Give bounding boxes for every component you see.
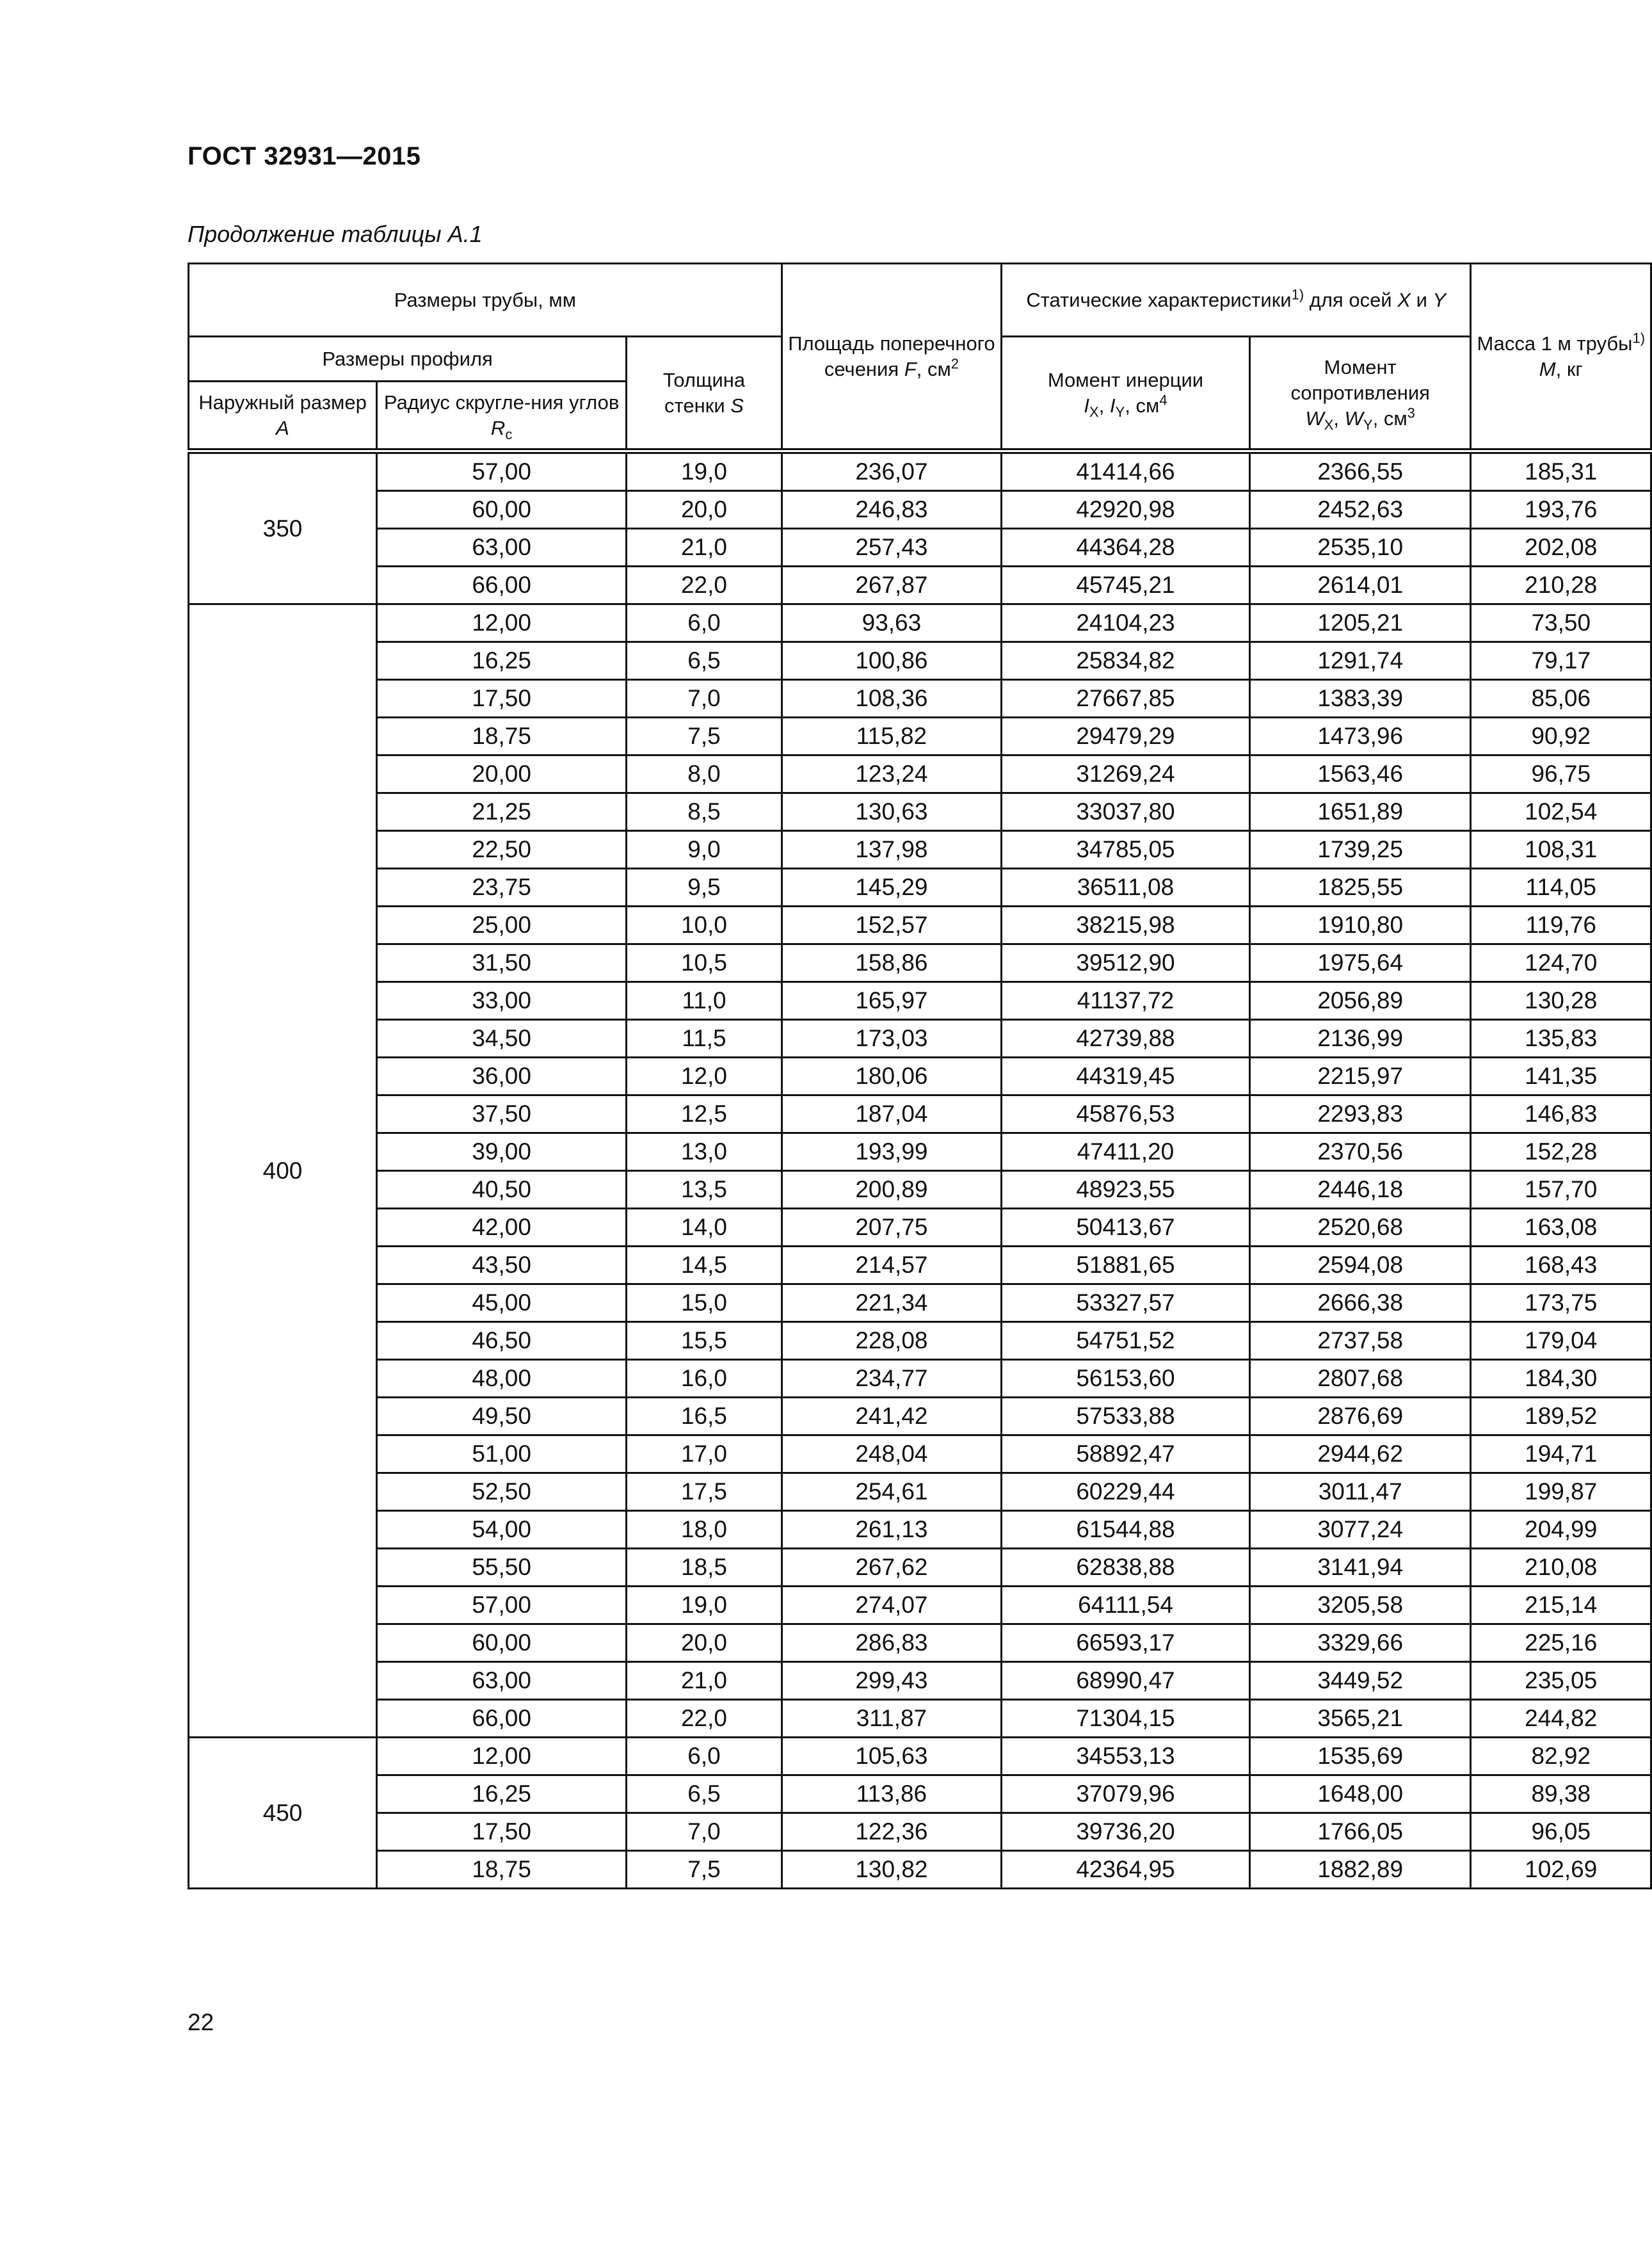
corner-radius-cell: 52,50 [377,1473,627,1511]
wall-thickness-cell: 8,5 [627,793,782,831]
area-cell: 113,86 [782,1775,1001,1813]
section-modulus-cell: 3205,58 [1249,1587,1471,1624]
inertia-cell: 27667,85 [1002,680,1250,718]
area-cell: 152,57 [782,907,1001,944]
mass-cell: 96,05 [1471,1813,1651,1851]
wall-thickness-cell: 19,0 [627,1587,782,1624]
wall-thickness-cell: 9,0 [627,831,782,869]
section-modulus-cell: 2535,10 [1249,529,1471,567]
header-profile-sizes: Размеры профиля [189,337,627,382]
area-cell: 105,63 [782,1738,1001,1775]
section-modulus-cell: 2452,63 [1249,491,1471,529]
section-modulus-cell: 1383,39 [1249,680,1471,718]
table-row [189,1851,1651,1889]
inertia-cell: 62838,88 [1002,1549,1250,1587]
table-row [189,1549,1651,1587]
inertia-cell: 25834,82 [1002,642,1250,680]
inertia-cell: 66593,17 [1002,1624,1250,1662]
mass-cell: 130,28 [1471,982,1651,1020]
area-cell: 267,62 [782,1549,1001,1587]
corner-radius-cell: 49,50 [377,1398,627,1435]
corner-radius-cell: 36,00 [377,1058,627,1095]
corner-radius-cell: 40,50 [377,1171,627,1209]
section-modulus-cell: 2056,89 [1249,982,1471,1020]
area-cell: 228,08 [782,1322,1001,1360]
section-modulus-cell: 1825,55 [1249,869,1471,907]
table-row [189,1095,1651,1133]
table-row [189,1133,1651,1171]
corner-radius-cell: 57,00 [377,1587,627,1624]
wall-thickness-cell: 16,0 [627,1360,782,1398]
table-row [189,982,1651,1020]
table-row [189,793,1651,831]
corner-radius-cell: 33,00 [377,982,627,1020]
area-cell: 108,36 [782,680,1001,718]
table-row [189,869,1651,907]
inertia-cell: 39512,90 [1002,944,1250,982]
area-cell: 193,99 [782,1133,1001,1171]
section-modulus-cell: 2944,62 [1249,1435,1471,1473]
mass-cell: 215,14 [1471,1587,1651,1624]
corner-radius-cell: 25,00 [377,907,627,944]
wall-thickness-cell: 10,0 [627,907,782,944]
wall-thickness-cell: 20,0 [627,1624,782,1662]
wall-thickness-cell: 7,0 [627,680,782,718]
wall-thickness-cell: 6,0 [627,604,782,642]
wall-thickness-cell: 13,5 [627,1171,782,1209]
table-row [189,1284,1651,1322]
section-modulus-cell: 2136,99 [1249,1020,1471,1058]
area-cell: 200,89 [782,1171,1001,1209]
header-corner-radius: Радиус скругле-ния углов $R_c$ [377,382,627,451]
mass-cell: 135,83 [1471,1020,1651,1058]
mass-cell: 141,35 [1471,1058,1651,1095]
section-modulus-cell: 3449,52 [1249,1662,1471,1700]
wall-thickness-cell: 21,0 [627,1662,782,1700]
table-row [189,831,1651,869]
section-modulus-cell: 3141,94 [1249,1549,1471,1587]
inertia-cell: 39736,20 [1002,1813,1250,1851]
inertia-cell: 42364,95 [1002,1851,1250,1889]
mass-cell: 244,82 [1471,1700,1651,1738]
section-modulus-cell: 2520,68 [1249,1209,1471,1247]
table-caption: Продолжение таблицы А.1 [188,221,483,247]
section-modulus-cell: 1291,74 [1249,642,1471,680]
inertia-cell: 58892,47 [1002,1435,1250,1473]
header-outer-size: Наружный размер A [189,382,377,451]
inertia-cell: 29479,29 [1002,718,1250,755]
area-cell: 93,63 [782,604,1001,642]
area-cell: 236,07 [782,451,1001,491]
section-modulus-cell: 3077,24 [1249,1511,1471,1549]
area-cell: 115,82 [782,718,1001,755]
table-row [189,1473,1651,1511]
table-row [189,1587,1651,1624]
section-modulus-cell: 1651,89 [1249,793,1471,831]
inertia-cell: 42920,98 [1002,491,1250,529]
inertia-cell: 34785,05 [1002,831,1250,869]
section-modulus-cell: 2614,01 [1249,567,1471,604]
section-modulus-cell: 2370,56 [1249,1133,1471,1171]
inertia-cell: 41414,66 [1002,451,1250,491]
section-modulus-cell: 1739,25 [1249,831,1471,869]
section-modulus-cell: 1205,21 [1249,604,1471,642]
table-row [189,1020,1651,1058]
area-cell: 187,04 [782,1095,1001,1133]
table-row [189,451,1651,491]
inertia-cell: 47411,20 [1002,1133,1250,1171]
header-wall-thickness: Толщина стенки S [627,337,782,451]
table-row [189,907,1651,944]
wall-thickness-cell: 15,5 [627,1322,782,1360]
section-modulus-cell: 2293,83 [1249,1095,1471,1133]
mass-cell: 73,50 [1471,604,1651,642]
table-row [189,1360,1651,1398]
inertia-cell: 45745,21 [1002,567,1250,604]
area-cell: 246,83 [782,491,1001,529]
section-modulus-cell: 1535,69 [1249,1738,1471,1775]
corner-radius-cell: 37,50 [377,1095,627,1133]
area-cell: 274,07 [782,1587,1001,1624]
section-modulus-cell: 2594,08 [1249,1247,1471,1284]
mass-cell: 168,43 [1471,1247,1651,1284]
wall-thickness-cell: 7,5 [627,1851,782,1889]
mass-cell: 189,52 [1471,1398,1651,1435]
table-row [189,1435,1651,1473]
table-row [189,1813,1651,1851]
mass-cell: 152,28 [1471,1133,1651,1171]
mass-cell: 102,69 [1471,1851,1651,1889]
table-row [189,1058,1651,1095]
mass-cell: 235,05 [1471,1662,1651,1700]
table-row [189,1511,1651,1549]
wall-thickness-cell: 22,0 [627,1700,782,1738]
wall-thickness-cell: 7,5 [627,718,782,755]
table-row [189,529,1651,567]
corner-radius-cell: 57,00 [377,451,627,491]
corner-radius-cell: 21,25 [377,793,627,831]
wall-thickness-cell: 18,0 [627,1511,782,1549]
wall-thickness-cell: 17,0 [627,1435,782,1473]
corner-radius-cell: 18,75 [377,718,627,755]
section-modulus-cell: 2876,69 [1249,1398,1471,1435]
corner-radius-cell: 55,50 [377,1549,627,1587]
section-modulus-cell: 2446,18 [1249,1171,1471,1209]
area-cell: 214,57 [782,1247,1001,1284]
corner-radius-cell: 17,50 [377,1813,627,1851]
table-row [189,1247,1651,1284]
corner-radius-cell: 43,50 [377,1247,627,1284]
mass-cell: 82,92 [1471,1738,1651,1775]
header-section-modulus: Момент сопротивления $W_X$, $W_Y$, $см^3$ [1249,337,1471,451]
wall-thickness-cell: 22,0 [627,567,782,604]
wall-thickness-cell: 21,0 [627,529,782,567]
wall-thickness-cell: 14,5 [627,1247,782,1284]
area-cell: 123,24 [782,755,1001,793]
section-modulus-cell: 3011,47 [1249,1473,1471,1511]
mass-cell: 199,87 [1471,1473,1651,1511]
wall-thickness-cell: 6,5 [627,1775,782,1813]
outer-size-cell: 400 [189,604,377,1738]
wall-thickness-cell: 13,0 [627,1133,782,1171]
wall-thickness-cell: 6,5 [627,642,782,680]
section-modulus-cell: 1473,96 [1249,718,1471,755]
mass-cell: 173,75 [1471,1284,1651,1322]
mass-cell: 194,71 [1471,1435,1651,1473]
inertia-cell: 53327,57 [1002,1284,1250,1322]
inertia-cell: 36511,08 [1002,869,1250,907]
mass-cell: 85,06 [1471,680,1651,718]
mass-cell: 204,99 [1471,1511,1651,1549]
inertia-cell: 56153,60 [1002,1360,1250,1398]
corner-radius-cell: 48,00 [377,1360,627,1398]
inertia-cell: 37079,96 [1002,1775,1250,1813]
table-header [189,264,1651,451]
wall-thickness-cell: 9,5 [627,869,782,907]
mass-cell: 124,70 [1471,944,1651,982]
area-cell: 257,43 [782,529,1001,567]
area-cell: 145,29 [782,869,1001,907]
corner-radius-cell: 66,00 [377,567,627,604]
inertia-cell: 42739,88 [1002,1020,1250,1058]
area-cell: 130,82 [782,1851,1001,1889]
mass-cell: 185,31 [1471,451,1651,491]
corner-radius-cell: 54,00 [377,1511,627,1549]
corner-radius-cell: 63,00 [377,1662,627,1700]
table-row [189,680,1651,718]
table-row [189,491,1651,529]
mass-cell: 146,83 [1471,1095,1651,1133]
section-modulus-cell: 1648,00 [1249,1775,1471,1813]
area-cell: 158,86 [782,944,1001,982]
table-row [189,604,1651,642]
corner-radius-cell: 45,00 [377,1284,627,1322]
mass-cell: 184,30 [1471,1360,1651,1398]
area-cell: 254,61 [782,1473,1001,1511]
table-row [189,755,1651,793]
inertia-cell: 61544,88 [1002,1511,1250,1549]
wall-thickness-cell: 17,5 [627,1473,782,1511]
corner-radius-cell: 51,00 [377,1435,627,1473]
profile-pipe-table [188,263,1652,1889]
corner-radius-cell: 60,00 [377,491,627,529]
wall-thickness-cell: 18,5 [627,1549,782,1587]
table-row [189,1700,1651,1738]
wall-thickness-cell: 12,0 [627,1058,782,1095]
header-pipe-sizes: Размеры трубы, мм [189,264,782,337]
area-cell: 234,77 [782,1360,1001,1398]
section-modulus-cell: 1766,05 [1249,1813,1471,1851]
wall-thickness-cell: 11,0 [627,982,782,1020]
table-row [189,718,1651,755]
table-row [189,1775,1651,1813]
area-cell: 311,87 [782,1700,1001,1738]
wall-thickness-cell: 10,5 [627,944,782,982]
mass-cell: 193,76 [1471,491,1651,529]
mass-cell: 96,75 [1471,755,1651,793]
inertia-cell: 44364,28 [1002,529,1250,567]
inertia-cell: 48923,55 [1002,1171,1250,1209]
mass-cell: 114,05 [1471,869,1651,907]
section-modulus-cell: 1882,89 [1249,1851,1471,1889]
area-cell: 165,97 [782,982,1001,1020]
section-modulus-cell: 2666,38 [1249,1284,1471,1322]
inertia-cell: 51881,65 [1002,1247,1250,1284]
document-header: ГОСТ 32931—2015 [188,142,421,170]
wall-thickness-cell: 14,0 [627,1209,782,1247]
section-modulus-cell: 3329,66 [1249,1624,1471,1662]
inertia-cell: 38215,98 [1002,907,1250,944]
inertia-cell: 45876,53 [1002,1095,1250,1133]
area-cell: 130,63 [782,793,1001,831]
table-row [189,1398,1651,1435]
area-cell: 207,75 [782,1209,1001,1247]
mass-cell: 179,04 [1471,1322,1651,1360]
wall-thickness-cell: 6,0 [627,1738,782,1775]
inertia-cell: 54751,52 [1002,1322,1250,1360]
mass-cell: 102,54 [1471,793,1651,831]
mass-cell: 119,76 [1471,907,1651,944]
table-row [189,1322,1651,1360]
corner-radius-cell: 39,00 [377,1133,627,1171]
table-row [189,567,1651,604]
page-number: 22 [188,2009,214,2035]
table-row [189,1624,1651,1662]
table-body [189,451,1651,1889]
inertia-cell: 71304,15 [1002,1700,1250,1738]
wall-thickness-cell: 20,0 [627,491,782,529]
mass-cell: 157,70 [1471,1171,1651,1209]
section-modulus-cell: 2807,68 [1249,1360,1471,1398]
corner-radius-cell: 60,00 [377,1624,627,1662]
corner-radius-cell: 12,00 [377,1738,627,1775]
mass-cell: 210,28 [1471,567,1651,604]
area-cell: 241,42 [782,1398,1001,1435]
mass-cell: 163,08 [1471,1209,1651,1247]
corner-radius-cell: 42,00 [377,1209,627,1247]
wall-thickness-cell: 19,0 [627,451,782,491]
inertia-cell: 33037,80 [1002,793,1250,831]
corner-radius-cell: 31,50 [377,944,627,982]
corner-radius-cell: 46,50 [377,1322,627,1360]
area-cell: 261,13 [782,1511,1001,1549]
corner-radius-cell: 22,50 [377,831,627,869]
inertia-cell: 60229,44 [1002,1473,1250,1511]
table-row [189,1171,1651,1209]
inertia-cell: 68990,47 [1002,1662,1250,1700]
area-cell: 267,87 [782,567,1001,604]
table-row [189,642,1651,680]
wall-thickness-cell: 12,5 [627,1095,782,1133]
outer-size-cell: 350 [189,451,377,604]
corner-radius-cell: 23,75 [377,869,627,907]
table-row [189,1738,1651,1775]
section-modulus-cell: 2737,58 [1249,1322,1471,1360]
section-modulus-cell: 1910,80 [1249,907,1471,944]
area-cell: 122,36 [782,1813,1001,1851]
corner-radius-cell: 16,25 [377,1775,627,1813]
area-cell: 299,43 [782,1662,1001,1700]
mass-cell: 90,92 [1471,718,1651,755]
inertia-cell: 41137,72 [1002,982,1250,1020]
corner-radius-cell: 12,00 [377,604,627,642]
inertia-cell: 31269,24 [1002,755,1250,793]
inertia-cell: 24104,23 [1002,604,1250,642]
corner-radius-cell: 17,50 [377,680,627,718]
wall-thickness-cell: 7,0 [627,1813,782,1851]
table-row [189,1209,1651,1247]
area-cell: 248,04 [782,1435,1001,1473]
header-area: Площадь поперечного сечения F, $см^2$ [782,264,1001,451]
corner-radius-cell: 18,75 [377,1851,627,1889]
header-moment-of-inertia: Момент инерции $I_X$, $I_Y$, $см^4$ [1002,337,1250,451]
mass-cell: 108,31 [1471,831,1651,869]
mass-cell: 89,38 [1471,1775,1651,1813]
mass-cell: 225,16 [1471,1624,1651,1662]
section-modulus-cell: 2215,97 [1249,1058,1471,1095]
mass-cell: 79,17 [1471,642,1651,680]
corner-radius-cell: 63,00 [377,529,627,567]
header-static-characteristics: Статические характеристики$^{1)}$ для осей X и Y [1002,264,1471,337]
inertia-cell: 57533,88 [1002,1398,1250,1435]
area-cell: 221,34 [782,1284,1001,1322]
area-cell: 100,86 [782,642,1001,680]
mass-cell: 202,08 [1471,529,1651,567]
outer-size-cell: 450 [189,1738,377,1889]
wall-thickness-cell: 11,5 [627,1020,782,1058]
section-modulus-cell: 2366,55 [1249,451,1471,491]
table-row [189,1662,1651,1700]
inertia-cell: 34553,13 [1002,1738,1250,1775]
section-modulus-cell: 3565,21 [1249,1700,1471,1738]
section-modulus-cell: 1563,46 [1249,755,1471,793]
inertia-cell: 44319,45 [1002,1058,1250,1095]
table-row [189,944,1651,982]
area-cell: 180,06 [782,1058,1001,1095]
header-mass: Масса 1 м трубы$^{1)}$ M, кг [1471,264,1651,451]
wall-thickness-cell: 8,0 [627,755,782,793]
corner-radius-cell: 16,25 [377,642,627,680]
area-cell: 286,83 [782,1624,1001,1662]
wall-thickness-cell: 16,5 [627,1398,782,1435]
wall-thickness-cell: 15,0 [627,1284,782,1322]
area-cell: 137,98 [782,831,1001,869]
inertia-cell: 64111,54 [1002,1587,1250,1624]
corner-radius-cell: 66,00 [377,1700,627,1738]
mass-cell: 210,08 [1471,1549,1651,1587]
inertia-cell: 50413,67 [1002,1209,1250,1247]
area-cell: 173,03 [782,1020,1001,1058]
section-modulus-cell: 1975,64 [1249,944,1471,982]
corner-radius-cell: 34,50 [377,1020,627,1058]
corner-radius-cell: 20,00 [377,755,627,793]
